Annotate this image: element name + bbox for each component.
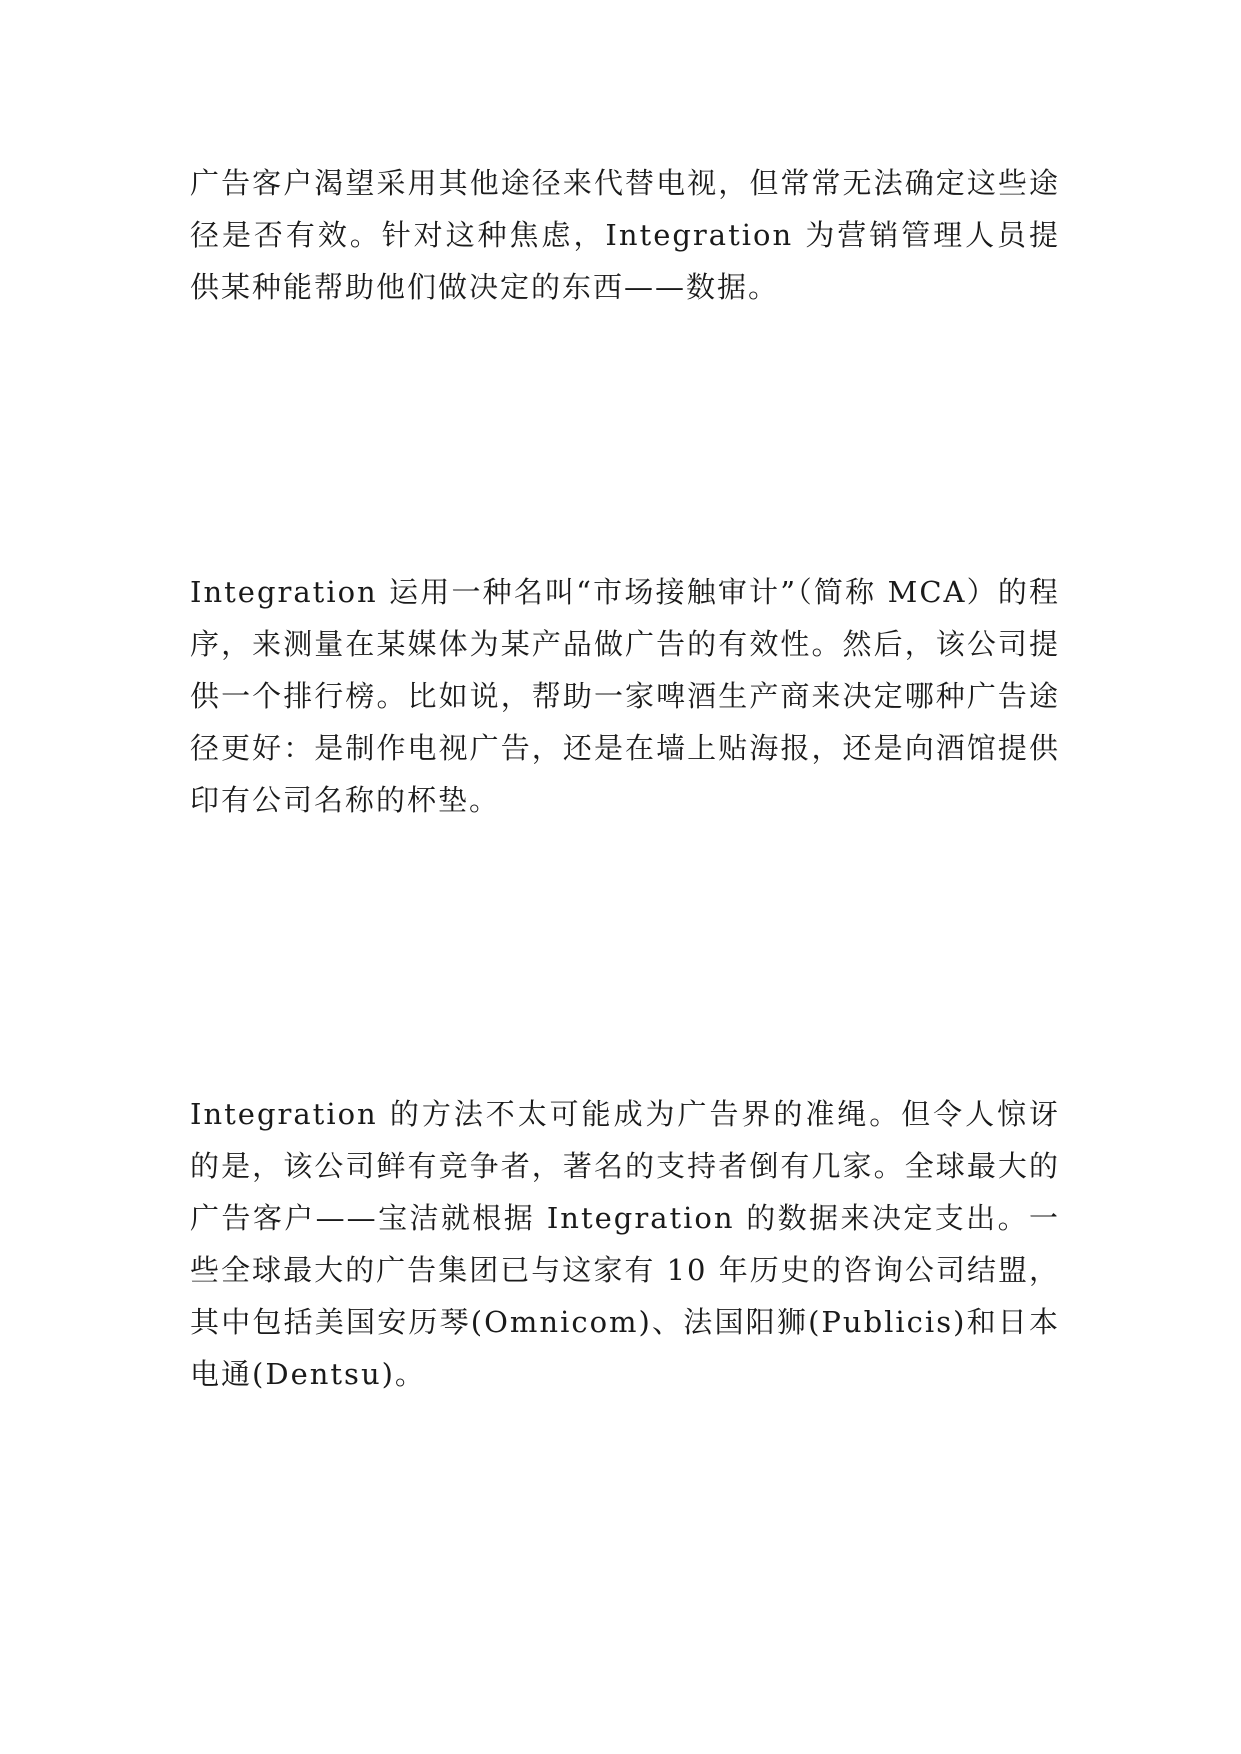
paragraph-1: 广告客户渴望采用其他途径来代替电视，但常常无法确定这些途径是否有效。针对这种焦虑，Integration 为营销管理人员提供某种能帮助他们做决定的东西——数据。 (190, 166, 1060, 304)
paragraph-3: Integration 的方法不太可能成为广告界的准绳。但令人惊讶的是，该公司鲜有竞争者，著名的支持者倒有几家。全球最大的广告客户——宝洁就根据 Integration 的数据来决定支出。一些全球最大的广告集团已与这家有 10 年历史的咨询公司结盟，其中包括美国安历琴(Omnicom)、法国阳狮(Publicis)和日本电通(Dentsu)。 (190, 1097, 1060, 1391)
paragraph-2: Integration 运用一种名叫“市场接触审计”（简称 MCA）的程序，来测量在某媒体为某产品做广告的有效性。然后，该公司提供一个排行榜。比如说，帮助一家啤酒生产商来决定哪种广告途径更好：是制作电视广告，还是在墙上贴海报，还是向酒馆提供印有公司名称的杯垫。 (190, 575, 1060, 817)
